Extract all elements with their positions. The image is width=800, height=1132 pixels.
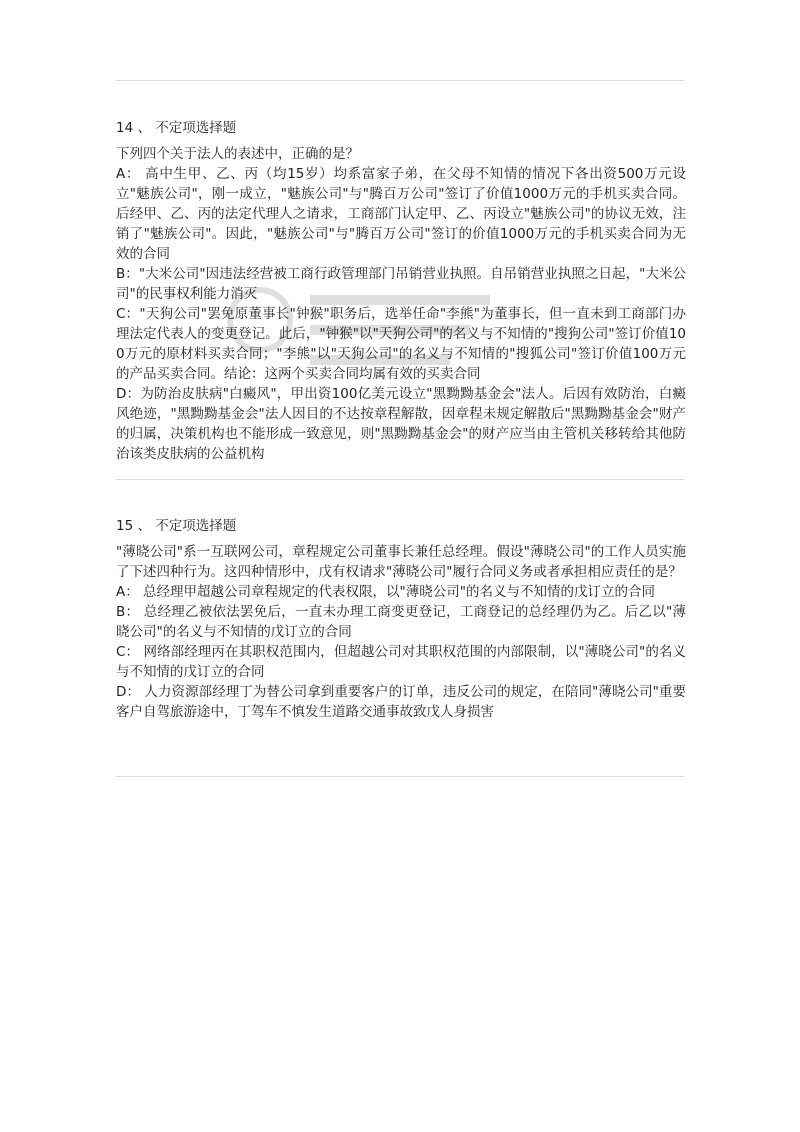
question-header: 14 、 不定项选择题	[116, 120, 237, 136]
question-14	[116, 118, 686, 464]
option-a: A： 高中生甲、乙、丙（均15岁）均系富家子弟，在父母不知情的情况下各出资500万元设立"魅族公司"，刚一成立，"魅族公司"与"腾百万公司"签订了价值1000万元的手机买卖合同。后经甲、乙、丙的法定代理人之请求，工商部门认定甲、乙、丙设立"魅族公司"的协议无效，注销了"魅族公司"。因此，"魅族公司"与"腾百万公司"签订的价值1000万元的手机买卖合同为无效的合同	[116, 166, 686, 262]
option-a: A： 总经理甲超越公司章程规定的代表权限，以"薄晓公司"的名义与不知情的戊订立的合同	[116, 584, 655, 600]
bottom-divider	[116, 776, 684, 777]
option-c: C： 网络部经理丙在其职权范围内，但超越公司对其职权范围的内部限制，以"薄晓公司"的名义与不知情的戊订立的合同	[116, 644, 686, 680]
question-stem: "薄晓公司"系一互联网公司，章程规定公司董事长兼任总经理。假设"薄晓公司"的工作人员实施了下述四种行为。这四种情形中，戊有权请求"薄晓公司"履行合同义务或者承担相应责任的是？	[116, 544, 686, 580]
option-b: B： 总经理乙被依法罢免后，一直未办理工商变更登记，工商登记的总经理仍为乙。后乙以"薄晓公司"的名义与不知情的戊订立的合同	[116, 604, 686, 640]
question-15	[116, 516, 686, 722]
option-d: D： 人力资源部经理丁为替公司拿到重要客户的订单，违反公司的规定，在陪同"薄晓公司"重要客户自驾旅游途中，丁驾车不慎发生道路交通事故致戊人身损害	[116, 684, 686, 720]
option-c: C："天狗公司"罢免原董事长"钟猴"职务后，选举任命"李熊"为董事长，但一直未到工商部门办理法定代表人的变更登记。此后，"钟猴"以"天狗公司"的名义与不知情的"搜狗公司"签订价值100万元的原材料买卖合同；"李熊"以"天狗公司"的名义与不知情的"搜狐公司"签订价值100万元的产品买卖合同。结论：这两个买卖合同均属有效的买卖合同	[116, 306, 686, 382]
question-header: 15 、 不定项选择题	[116, 518, 237, 534]
option-b: B："大米公司"因违法经营被工商行政管理部门吊销营业执照。自吊销营业执照之日起，"大米公司"的民事权利能力消灭	[116, 266, 686, 302]
option-d: D：为防治皮肤病"白癜风"，甲出资100亿美元设立"黑黝黝基金会"法人。后因有效防治，白癜风绝迹，"黑黝黝基金会"法人因目的不达按章程解散，因章程未规定解散后"黑黝黝基金会"财产的归属，决策机构也不能形成一致意见，则"黑黝黝基金会"的财产应当由主管机关移转给其他防治该类皮肤病的公益机构	[116, 386, 686, 462]
middle-divider	[116, 479, 684, 480]
top-divider	[116, 80, 684, 81]
question-stem: 下列四个关于法人的表述中，正确的是？	[116, 146, 359, 162]
